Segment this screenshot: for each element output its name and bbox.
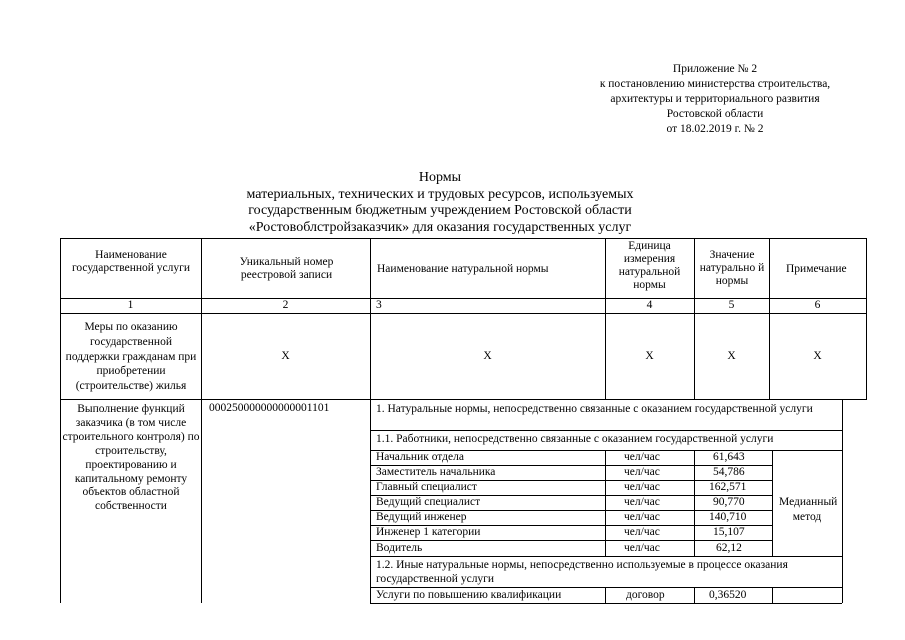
appendix-line-5: от 18.02.2019 г. № 2 bbox=[666, 123, 764, 135]
header-norm-name: Наименование натуральной нормы bbox=[377, 263, 549, 275]
title-line-4: «Ростовоблстройзаказчик» для оказания государственных услуг bbox=[248, 219, 632, 235]
worker-unit: чел/час bbox=[624, 496, 660, 508]
appendix-line-4: Ростовской области bbox=[666, 108, 764, 120]
row2-registry: 000250000000000001101 bbox=[209, 402, 330, 414]
row1-unit: Х bbox=[645, 350, 654, 362]
worker-value: 62,12 bbox=[716, 542, 742, 554]
grid-line bbox=[370, 556, 842, 557]
header-unit: Единица измерения натуральной нормы bbox=[618, 240, 681, 291]
grid-line bbox=[60, 313, 866, 314]
header-registry-number: Уникальный номер реестровой записи bbox=[239, 256, 334, 281]
worker-name: Главный специалист bbox=[376, 481, 477, 493]
section-1-2-title: 1.2. Иные натуральные нормы, непосредственно используемые в процессе оказания государственной услуги bbox=[376, 559, 788, 585]
worker-unit: чел/час bbox=[624, 526, 660, 538]
other-norm-name: Услуги по повышению квалификации bbox=[376, 589, 562, 601]
appendix-line-1: Приложение № 2 bbox=[672, 63, 758, 75]
worker-name: Водитель bbox=[376, 542, 423, 554]
grid-line bbox=[60, 238, 866, 239]
grid-line bbox=[842, 399, 843, 603]
worker-name: Ведущий инженер bbox=[376, 511, 467, 523]
workers-note: Медианный метод bbox=[779, 496, 838, 523]
section-1-title: 1. Натуральные нормы, непосредственно связанные с оказанием государственной услуги bbox=[376, 403, 813, 415]
title-line-2: материальных, технических и трудовых ресурсов, используемых bbox=[246, 186, 634, 202]
grid-line bbox=[605, 587, 606, 603]
row1-norm: Х bbox=[483, 350, 492, 362]
title-line-3: государственным бюджетным учреждением Ростовской области bbox=[248, 203, 632, 218]
grid-line bbox=[769, 238, 770, 400]
column-number: 2 bbox=[282, 299, 289, 311]
title-line-1: Нормы bbox=[418, 170, 462, 185]
grid-line bbox=[694, 587, 695, 603]
grid-line bbox=[772, 587, 773, 603]
other-norm-unit: договор bbox=[626, 589, 665, 601]
grid-line bbox=[866, 238, 867, 400]
header-note: Примечание bbox=[786, 263, 847, 275]
worker-unit: чел/час bbox=[624, 511, 660, 523]
section-1-1-title: 1.1. Работники, непосредственно связанные с оказанием государственной услуги bbox=[376, 433, 774, 445]
grid-line bbox=[772, 450, 773, 556]
appendix-line-3: архитектуры и территориального развития bbox=[610, 93, 820, 105]
grid-line bbox=[201, 238, 202, 603]
grid-line bbox=[370, 540, 772, 541]
row2-service: Выполнение функций заказчика (в том числе строительного контроля) по строительству, проектированию и капитальному ремонту объектов областной собственности bbox=[62, 403, 200, 513]
grid-line bbox=[605, 450, 606, 556]
column-number: 5 bbox=[728, 299, 735, 311]
grid-line bbox=[694, 238, 695, 400]
worker-unit: чел/час bbox=[624, 466, 660, 478]
row1-registry: Х bbox=[281, 350, 290, 362]
worker-unit: чел/час bbox=[624, 542, 660, 554]
appendix-line-2: к постановлению министерства строительства, bbox=[599, 78, 831, 90]
worker-name: Инженер 1 категории bbox=[376, 526, 481, 538]
column-number: 6 bbox=[814, 299, 821, 311]
row1-value: Х bbox=[727, 350, 736, 362]
worker-value: 61,643 bbox=[713, 451, 745, 463]
grid-line bbox=[605, 238, 606, 400]
column-number: 3 bbox=[376, 299, 382, 311]
column-number: 4 bbox=[646, 299, 653, 311]
header-service-name: Наименование государственной услуги bbox=[71, 249, 191, 274]
grid-line bbox=[370, 238, 371, 603]
document-title bbox=[180, 170, 700, 236]
worker-name: Ведущий специалист bbox=[376, 496, 481, 508]
header-value: Значение натурально й нормы bbox=[699, 249, 765, 287]
grid-line bbox=[370, 430, 842, 431]
column-number: 1 bbox=[127, 299, 134, 311]
row1-service: Меры по оказанию государственной поддержки гражданам при приобретении (строительстве) жилья bbox=[65, 321, 197, 393]
worker-value: 90,770 bbox=[713, 496, 745, 508]
grid-line bbox=[370, 603, 842, 604]
grid-line bbox=[60, 399, 866, 400]
other-norm-value: 0,36520 bbox=[709, 589, 747, 601]
worker-value: 162,571 bbox=[709, 481, 747, 493]
worker-name: Начальник отдела bbox=[376, 451, 464, 463]
worker-name: Заместитель начальника bbox=[376, 466, 496, 478]
worker-unit: чел/час bbox=[624, 451, 660, 463]
grid-line bbox=[694, 450, 695, 556]
row1-note: Х bbox=[813, 350, 822, 362]
worker-value: 140,710 bbox=[709, 511, 747, 523]
appendix-header bbox=[560, 62, 870, 137]
worker-value: 15,107 bbox=[713, 526, 745, 538]
grid-line bbox=[60, 238, 61, 603]
worker-unit: чел/час bbox=[624, 481, 660, 493]
worker-value: 54,786 bbox=[713, 466, 745, 478]
